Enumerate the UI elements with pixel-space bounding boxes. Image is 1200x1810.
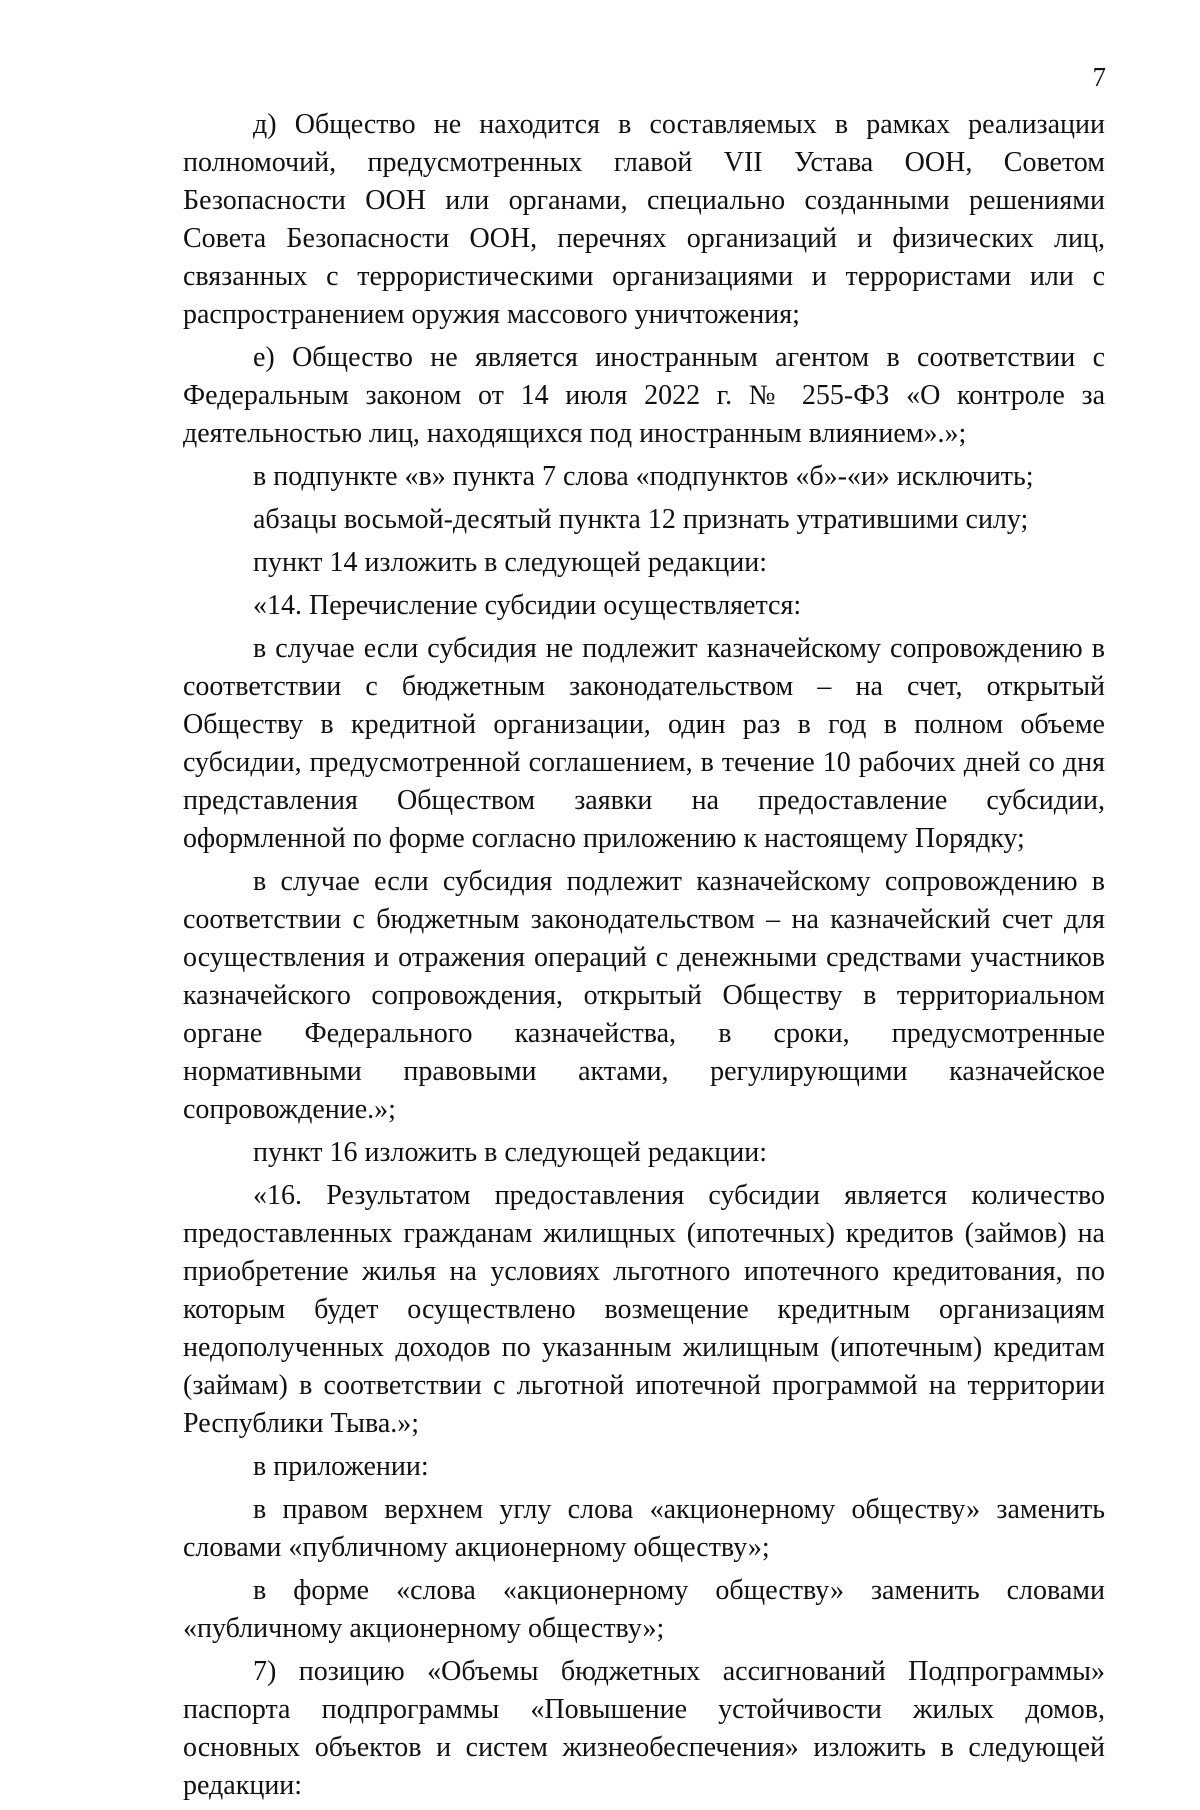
paragraph-point-16-intro: пункт 16 изложить в следующей редакции: [253,1137,767,1168]
paragraph-appendix-form: в форме «слова «акционерному обществу» заменить словами «публичному акционерному обществу»; [183,1575,1105,1644]
paragraph-point-14-intro: пункт 14 изложить в следующей редакции: [253,547,767,578]
paragraph-subpoint-v: в подпункте «в» пункта 7 слова «подпунктов «б»-«и» исключить; [253,461,1034,492]
document-body [183,106,1105,1810]
paragraph-point-12: абзацы восьмой-десятый пункта 12 признать утратившими силу; [253,504,1029,535]
paragraph-appendix-corner: в правом верхнем углу слова «акционерному обществу» заменить словами «публичному акционерному обществу»; [183,1494,1105,1563]
paragraph-point-14: «14. Перечисление субсидии осуществляется: [253,590,802,621]
paragraph-appendix-intro: в приложении: [253,1451,429,1482]
page-number: 7 [1092,62,1106,92]
paragraph-point-16: «16. Результатом предоставления субсидии является количество предоставленных гражданам жилищных (ипотечных) кредитов (займов) на приобретение жилья на условиях льготного ипотечного кредитования, по которым будет осуществлено возмещение кредитным организациям недополученных доходов по указанным жилищным (ипотечным) кредитам (займам) в соответствии с льготной ипотечной программой на территории Республики Тыва.»; [183,1180,1105,1439]
paragraph-item-7: 7) позицию «Объемы бюджетных ассигнований Подпрограммы» паспорта подпрограммы «Повышение устойчивости жилых домов, основных объектов и систем жизнеобеспечения» изложить в следующей редакции: [183,1656,1105,1801]
paragraph-item-e: е) Общество не является иностранным агентом в соответствии с Федеральным законом от 14 июля 2022 г. № 255-ФЗ «О контроле за деятельностью лиц, находящихся под иностранным влиянием».»; [183,342,1105,449]
paragraph-treasury-support: в случае если субсидия подлежит казначейскому сопровождению в соответствии с бюджетным законодательством – на казначейский счет для осуществления и отражения операций с денежными средствами участников казначейского сопровождения, открытый Обществу в территориальном органе Федерального казначейства, в сроки, предусмотренные нормативными правовыми актами, регулирующими казначейское сопровождение.»; [183,866,1105,1125]
paragraph-no-treasury-support: в случае если субсидия не подлежит казначейскому сопровождению в соответствии с бюджетным законодательством – на счет, открытый Обществу в кредитной организации, один раз в год в полном объеме субсидии, предусмотренной соглашением, в течение 10 рабочих дней со дня представления Обществом заявки на предоставление субсидии, оформленной по форме согласно приложению к настоящему Порядку; [183,633,1105,854]
paragraph-item-d: д) Общество не находится в составляемых в рамках реализации полномочий, предусмотренных главой VII Устава ООН, Советом Безопасности ООН или органами, специально созданными решениями Совета Безопасности ООН, перечнях организаций и физических лиц, связанных с террористическими организациями и террористами или с распространением оружия массового уничтожения; [183,109,1105,330]
